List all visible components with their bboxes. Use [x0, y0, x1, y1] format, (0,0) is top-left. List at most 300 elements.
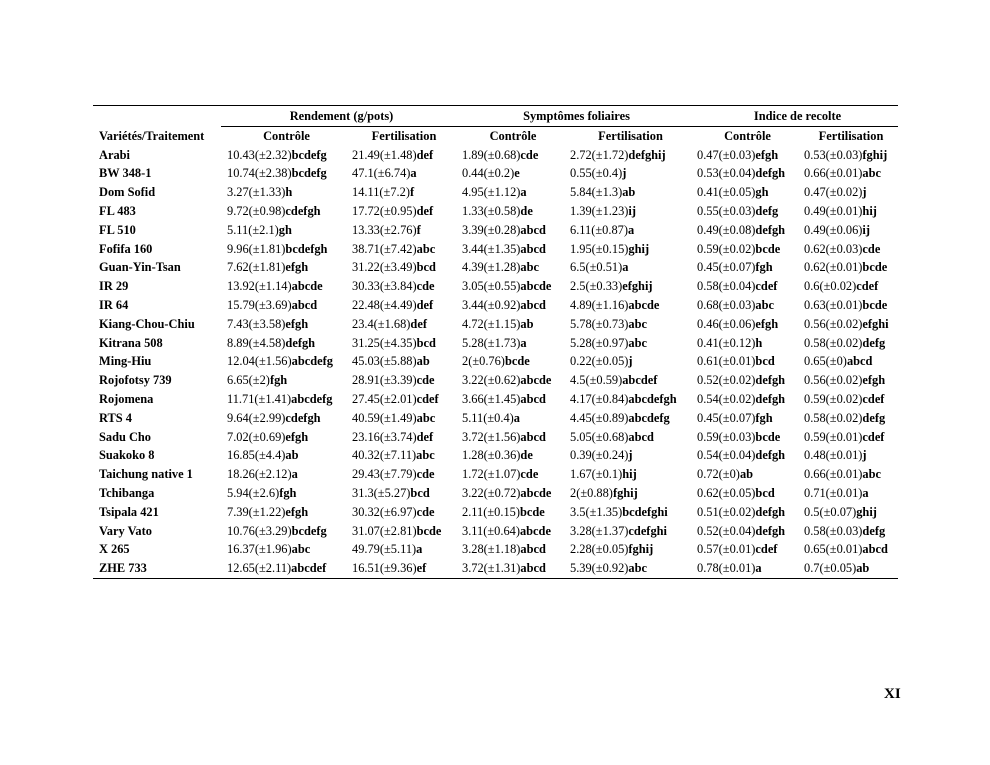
significance-letters: cde: [520, 467, 539, 482]
column-header-fertilisation: Fertilisation: [371, 128, 437, 143]
table-cell: [564, 540, 691, 559]
cell-value: 22.48(±4.49): [352, 297, 417, 312]
table-cell: [346, 409, 456, 428]
table-cell: [221, 183, 346, 202]
table-row: [93, 559, 898, 578]
table-cell: [798, 428, 898, 447]
table-cell: [798, 258, 898, 277]
cell-value: 0.6(±0.02): [804, 279, 857, 294]
cell-value: 3.27(±1.33): [227, 185, 286, 200]
cell-value: 9.96(±1.81): [227, 241, 286, 256]
variety-name: Ming-Hiu: [99, 354, 152, 369]
cell-value: 0.62(±0.01): [804, 260, 863, 275]
table-row: [93, 352, 898, 371]
table-row: [93, 540, 898, 559]
table-cell: [456, 183, 564, 202]
cell-value: 0.65(±0.01): [804, 542, 863, 557]
cell-value: 5.11(±2.1): [227, 222, 279, 237]
table-cell: [346, 164, 456, 183]
cell-value: 3.22(±0.62): [462, 373, 521, 388]
variety-name: Vary Vato: [99, 523, 152, 538]
significance-letters: h: [755, 335, 763, 350]
cell-value: 15.79(±3.69): [227, 297, 292, 312]
table-cell: [346, 296, 456, 315]
variety-name: Taichung native 1: [99, 467, 193, 482]
table-cell: [221, 371, 346, 390]
table-cell: [456, 484, 564, 503]
table-cell: [798, 334, 898, 353]
column-header-controle: Contrôle: [489, 128, 537, 143]
table-cell: [564, 484, 691, 503]
cell-value: 1.67(±0.1): [570, 467, 623, 482]
significance-letters: fgh: [269, 373, 288, 388]
cell-value: 16.51(±9.36): [352, 561, 417, 576]
cell-value: 0.59(±0.03): [697, 429, 756, 444]
variety-name: FL 483: [99, 203, 136, 218]
cell-value: 31.25(±4.35): [352, 335, 417, 350]
table-cell: [346, 352, 456, 371]
cell-value: 0.53(±0.04): [697, 166, 756, 181]
table-cell: [564, 202, 691, 221]
significance-letters: bcde: [755, 241, 781, 256]
table-cell: [564, 221, 691, 240]
significance-letters: abcdef: [291, 561, 327, 576]
table-cell: [346, 183, 456, 202]
table-cell: [798, 446, 898, 465]
significance-letters: defgh: [755, 166, 786, 181]
table-row: [93, 465, 898, 484]
column-header-varietes: Variétés/Traitement: [99, 128, 205, 143]
cell-value: 2.5(±0.33): [570, 279, 623, 294]
significance-letters: abcd: [846, 354, 873, 369]
significance-letters: j: [622, 166, 627, 181]
significance-letters: e: [514, 166, 520, 181]
significance-letters: bcde: [862, 297, 888, 312]
table-row: [93, 296, 898, 315]
table-cell: [456, 296, 564, 315]
significance-letters: ab: [416, 354, 430, 369]
significance-letters: abcde: [520, 279, 552, 294]
table-cell: [691, 183, 798, 202]
cell-value: 0.54(±0.04): [697, 448, 756, 463]
table-cell: [456, 559, 564, 578]
cell-value: 0.46(±0.06): [697, 316, 756, 331]
cell-value: 1.89(±0.68): [462, 147, 521, 162]
significance-letters: efgh: [285, 504, 309, 519]
table-cell: [564, 183, 691, 202]
significance-letters: defg: [862, 335, 886, 350]
cell-value: 3.5(±1.35): [570, 504, 623, 519]
significance-letters: cde: [416, 467, 435, 482]
significance-letters: bcd: [416, 260, 436, 275]
table-cell: [564, 371, 691, 390]
cell-value: 30.33(±3.84): [352, 279, 417, 294]
significance-letters: def: [416, 147, 434, 162]
significance-letters: fghij: [862, 147, 888, 162]
cell-value: 45.03(±5.88): [352, 354, 417, 369]
cell-value: 0.62(±0.05): [697, 485, 756, 500]
variety-name: Tchibanga: [99, 485, 155, 500]
cell-value: 0.5(±0.07): [804, 504, 857, 519]
table-cell: [456, 503, 564, 522]
cell-value: 0.41(±0.05): [697, 185, 756, 200]
significance-letters: abcde: [519, 523, 551, 538]
table-cell: [691, 522, 798, 541]
table-cell: [456, 221, 564, 240]
table-cell: [346, 371, 456, 390]
table-cell: [691, 484, 798, 503]
cell-value: 0.65(±0): [804, 354, 847, 369]
significance-letters: abc: [628, 335, 648, 350]
cell-value: 29.43(±7.79): [352, 467, 417, 482]
cell-value: 31.07(±2.81): [352, 523, 417, 538]
table-cell: [798, 183, 898, 202]
significance-letters: fghij: [628, 542, 654, 557]
significance-letters: defgh: [755, 448, 786, 463]
cell-value: 0.63(±0.01): [804, 297, 863, 312]
significance-letters: ab: [520, 316, 534, 331]
cell-value: 2.72(±1.72): [570, 147, 629, 162]
table-cell: [798, 540, 898, 559]
table-cell: [456, 371, 564, 390]
significance-letters: bcde: [504, 354, 530, 369]
table-cell: [221, 540, 346, 559]
table-cell: [564, 164, 691, 183]
significance-letters: hij: [622, 467, 637, 482]
cell-value: 11.71(±1.41): [227, 391, 292, 406]
cell-value: 4.17(±0.84): [570, 391, 629, 406]
table-cell: [691, 465, 798, 484]
significance-letters: abcde: [520, 485, 552, 500]
significance-letters: efgh: [285, 316, 309, 331]
significance-letters: a: [416, 542, 423, 557]
table-cell: [346, 334, 456, 353]
table-cell: [221, 409, 346, 428]
significance-letters: bcde: [862, 260, 888, 275]
table-row: [93, 334, 898, 353]
cell-value: 30.32(±6.97): [352, 504, 417, 519]
significance-letters: cdefghi: [628, 523, 667, 538]
table-cell: [456, 409, 564, 428]
significance-letters: defgh: [755, 504, 786, 519]
significance-letters: cde: [416, 279, 435, 294]
significance-letters: ij: [862, 222, 870, 237]
table-cell: [456, 352, 564, 371]
table-cell: [691, 352, 798, 371]
significance-letters: abcd: [862, 542, 888, 557]
table-cell: [456, 164, 564, 183]
cell-value: 0.49(±0.01): [804, 203, 863, 218]
cell-value: 0.49(±0.06): [804, 222, 863, 237]
table-cell: [564, 409, 691, 428]
table-row: [93, 240, 898, 259]
cell-value: 3.22(±0.72): [462, 485, 521, 500]
table-cell: [691, 371, 798, 390]
table-cell: [346, 540, 456, 559]
table-cell: [691, 428, 798, 447]
table-cell: [456, 202, 564, 221]
table-cell: [456, 390, 564, 409]
cell-value: 0.47(±0.02): [804, 185, 863, 200]
table-row: [93, 446, 898, 465]
significance-letters: defgh: [755, 391, 786, 406]
table-row: [93, 371, 898, 390]
cell-value: 8.89(±4.58): [227, 335, 286, 350]
variety-name: X 265: [99, 542, 130, 557]
table-cell: [691, 296, 798, 315]
significance-letters: ij: [628, 203, 636, 218]
table-cell: [221, 315, 346, 334]
cell-value: 3.28(±1.37): [570, 523, 629, 538]
cell-value: 0.78(±0.01): [697, 561, 756, 576]
cell-value: 10.76(±3.29): [227, 523, 292, 538]
group-header-indice: Indice de recolte: [691, 106, 898, 127]
table-cell: [346, 428, 456, 447]
table-cell: [456, 277, 564, 296]
table-cell: [346, 559, 456, 578]
significance-letters: gh: [278, 222, 292, 237]
table-cell: [798, 315, 898, 334]
table-cell: [798, 409, 898, 428]
table-cell: [691, 503, 798, 522]
significance-letters: a: [291, 467, 298, 482]
cell-value: 17.72(±0.95): [352, 203, 417, 218]
table-cell: [221, 202, 346, 221]
significance-letters: abc: [862, 467, 882, 482]
table-row: [93, 315, 898, 334]
cell-value: 0.54(±0.02): [697, 391, 756, 406]
cell-value: 9.64(±2.99): [227, 410, 286, 425]
cell-value: 0.66(±0.01): [804, 166, 863, 181]
cell-value: 31.22(±3.49): [352, 260, 417, 275]
significance-letters: f: [409, 185, 415, 200]
table-cell: [346, 258, 456, 277]
table-cell: [564, 258, 691, 277]
table-cell: [564, 296, 691, 315]
cell-value: 12.65(±2.11): [227, 561, 292, 576]
cell-value: 0.39(±0.24): [570, 448, 629, 463]
significance-letters: de: [520, 448, 533, 463]
cell-value: 0.56(±0.02): [804, 316, 863, 331]
cell-value: 3.05(±0.55): [462, 279, 521, 294]
table-cell: [691, 146, 798, 165]
table-cell: [564, 428, 691, 447]
cell-value: 0.72(±0): [697, 467, 740, 482]
cell-value: 0.52(±0.04): [697, 523, 756, 538]
variety-name: Kitrana 508: [99, 335, 163, 350]
page-number: XI: [884, 686, 901, 702]
table-cell: [221, 352, 346, 371]
significance-letters: a: [410, 166, 417, 181]
significance-letters: a: [622, 260, 629, 275]
table-cell: [691, 390, 798, 409]
cell-value: 0.51(±0.02): [697, 504, 756, 519]
cell-value: 0.62(±0.03): [804, 241, 863, 256]
significance-letters: bcd: [410, 485, 430, 500]
variety-name: Guan-Yin-Tsan: [99, 260, 181, 275]
table-cell: [564, 446, 691, 465]
significance-letters: j: [628, 354, 633, 369]
cell-value: 7.62(±1.81): [227, 260, 286, 275]
table-cell: [221, 522, 346, 541]
significance-letters: abc: [291, 542, 311, 557]
cell-value: 16.37(±1.96): [227, 542, 292, 557]
group-header-rendement: Rendement (g/pots): [221, 106, 456, 127]
cell-value: 2(±0.76): [462, 354, 505, 369]
significance-letters: abcd: [520, 297, 546, 312]
variety-name: Sadu Cho: [99, 429, 152, 444]
table-cell: [691, 334, 798, 353]
table-body: [93, 146, 898, 579]
cell-value: 47.1(±6.74): [352, 166, 411, 181]
table-row: [93, 202, 898, 221]
significance-letters: ab: [739, 467, 754, 482]
significance-letters: fghij: [612, 485, 638, 500]
cell-value: 1.33(±0.58): [462, 203, 521, 218]
variety-name: Rojofotsy 739: [99, 373, 172, 388]
significance-letters: ab: [285, 448, 299, 463]
cell-value: 0.58(±0.04): [697, 279, 756, 294]
significance-letters: defgh: [755, 373, 786, 388]
significance-letters: abcdef: [622, 373, 658, 388]
cell-value: 16.85(±4.4): [227, 448, 286, 463]
table-cell: [346, 465, 456, 484]
significance-letters: bcd: [416, 335, 436, 350]
table-cell: [346, 446, 456, 465]
cell-value: 2.28(±0.05): [570, 542, 629, 557]
significance-letters: abcd: [520, 542, 546, 557]
table-row: [93, 390, 898, 409]
table-cell: [798, 503, 898, 522]
table-cell: [221, 428, 346, 447]
cell-value: 1.95(±0.15): [570, 241, 629, 256]
table-cell: [221, 465, 346, 484]
table-cell: [346, 522, 456, 541]
cell-value: 0.59(±0.02): [697, 241, 756, 256]
table-cell: [798, 465, 898, 484]
table-cell: [798, 164, 898, 183]
table-cell: [691, 164, 798, 183]
significance-letters: hij: [862, 203, 877, 218]
significance-letters: ghij: [628, 241, 650, 256]
cell-value: 28.91(±3.39): [352, 373, 417, 388]
table-cell: [221, 484, 346, 503]
significance-letters: abcdefgh: [628, 391, 677, 406]
significance-letters: defgh: [755, 523, 786, 538]
table-cell: [456, 522, 564, 541]
significance-letters: f: [416, 222, 421, 237]
table-cell: [691, 315, 798, 334]
cell-value: 0.71(±0.01): [804, 485, 863, 500]
cell-value: 0.61(±0.01): [697, 354, 756, 369]
cell-value: 2.11(±0.15): [462, 504, 520, 519]
cell-value: 3.72(±1.31): [462, 561, 521, 576]
table-row: [93, 146, 898, 165]
table-cell: [456, 315, 564, 334]
table-cell: [456, 334, 564, 353]
cell-value: 3.28(±1.18): [462, 542, 521, 557]
significance-letters: bcde: [755, 429, 781, 444]
significance-letters: de: [520, 203, 533, 218]
cell-value: 0.56(±0.02): [804, 373, 863, 388]
cell-value: 10.74(±2.38): [227, 166, 292, 181]
table-cell: [798, 522, 898, 541]
significance-letters: abcde: [628, 297, 660, 312]
significance-letters: cde: [416, 373, 435, 388]
significance-letters: bcdefghi: [622, 504, 668, 519]
cell-value: 0.44(±0.2): [462, 166, 515, 181]
significance-letters: abcd: [520, 241, 546, 256]
table-cell: [798, 240, 898, 259]
cell-value: 13.92(±1.14): [227, 279, 292, 294]
significance-letters: efghij: [622, 279, 653, 294]
group-header-empty: [93, 106, 221, 127]
table-cell: [564, 503, 691, 522]
column-header-fertilisation: Fertilisation: [818, 128, 884, 143]
table-cell: [691, 221, 798, 240]
significance-letters: bcdefg: [291, 147, 327, 162]
significance-letters: abcdefg: [628, 410, 670, 425]
significance-letters: efgh: [285, 429, 309, 444]
significance-letters: bcdefgh: [285, 241, 328, 256]
table-row: [93, 164, 898, 183]
cell-value: 0.59(±0.02): [804, 391, 863, 406]
significance-letters: def: [416, 297, 434, 312]
cell-value: 18.26(±2.12): [227, 467, 292, 482]
cell-value: 6.11(±0.87): [570, 222, 628, 237]
significance-letters: def: [410, 316, 427, 331]
table-row: [93, 503, 898, 522]
table-row: [93, 258, 898, 277]
table-cell: [564, 146, 691, 165]
significance-letters: bcd: [755, 354, 775, 369]
significance-letters: a: [862, 485, 869, 500]
significance-letters: fgh: [755, 410, 773, 425]
significance-letters: cde: [520, 147, 539, 162]
table-row: [93, 221, 898, 240]
table-cell: [346, 146, 456, 165]
table-cell: [346, 221, 456, 240]
table-cell: [346, 277, 456, 296]
cell-value: 13.33(±2.76): [352, 222, 417, 237]
significance-letters: cdefgh: [285, 410, 321, 425]
cell-value: 0.53(±0.03): [804, 147, 863, 162]
table-cell: [798, 146, 898, 165]
table-cell: [221, 146, 346, 165]
cell-value: 40.59(±1.49): [352, 410, 417, 425]
table-cell: [691, 409, 798, 428]
cell-value: 5.11(±0.4): [462, 410, 514, 425]
cell-value: 3.44(±1.35): [462, 241, 521, 256]
table-cell: [798, 390, 898, 409]
cell-value: 0.55(±0.4): [570, 166, 623, 181]
significance-letters: abc: [628, 316, 648, 331]
table-cell: [691, 202, 798, 221]
significance-letters: bcde: [519, 504, 545, 519]
table-cell: [221, 221, 346, 240]
cell-value: 3.11(±0.64): [462, 523, 520, 538]
cell-value: 0.22(±0.05): [570, 354, 629, 369]
significance-letters: a: [513, 410, 520, 425]
significance-letters: defgh: [285, 335, 316, 350]
table-cell: [564, 315, 691, 334]
variety-name: Dom Sofid: [99, 185, 156, 200]
cell-value: 4.72(±1.15): [462, 316, 521, 331]
table-cell: [221, 296, 346, 315]
significance-letters: fgh: [755, 260, 773, 275]
significance-letters: cdef: [755, 542, 778, 557]
significance-letters: bcd: [755, 485, 775, 500]
